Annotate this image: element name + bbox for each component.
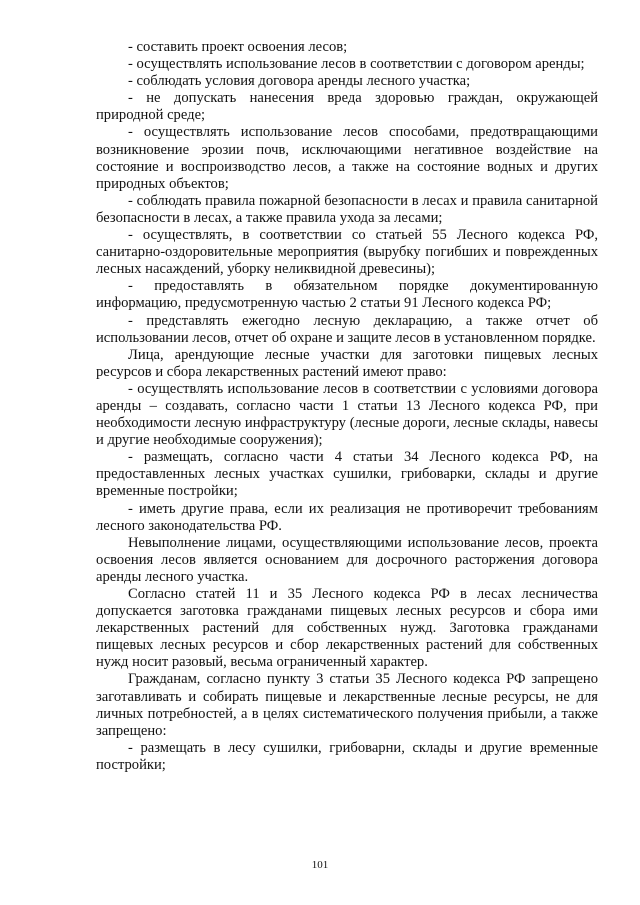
paragraph-8: - предоставлять в обязательном порядке документированную информацию, предусмотренную частью 2 статьи 91 Лесного кодекса РФ; <box>96 278 598 312</box>
paragraph-15: Согласно статей 11 и 35 Лесного кодекса РФ в лесах лесничества допускается заготовка гражданами пищевых лесных ресурсов и сбора ими лекарственных растений для собственных нужд. Заготовка гражданами пищевых лесных ресурсов и сбор лекарственных растений для собственных нужд носит разовый, весьма ограниченный характер. <box>96 586 598 671</box>
paragraph-5: - осуществлять использование лесов способами, предотвращающими возникновение эрозии почв, исключающими негативное воздействие на состояние и воспроизводство лесов, а также на состояние водных и других природных объектов; <box>96 124 598 192</box>
paragraph-13: - иметь другие права, если их реализация не противоречит требованиям лесного законодательства РФ. <box>96 500 598 534</box>
paragraph-17: - размещать в лесу сушилки, грибоварни, склады и другие временные постройки; <box>96 739 598 773</box>
paragraph-1: - составить проект освоения лесов; <box>128 39 348 55</box>
paragraph-9: - представлять ежегодно лесную декларацию, а также отчет об использовании лесов, отчет об охране и защите лесов в установленном порядке. <box>96 312 598 346</box>
paragraph-12: - размещать, согласно части 4 статьи 34 Лесного кодекса РФ, на предоставленных лесных участках сушилки, грибоварки, склады и другие временные постройки; <box>96 449 598 500</box>
paragraph-2: - осуществлять использование лесов в соответствии с договором аренды; <box>128 56 585 73</box>
paragraph-16: Гражданам, согласно пункту 3 статьи 35 Лесного кодекса РФ запрещено заготавливать и собирать пищевые и лекарственные лесные ресурсы, не для личных потребностей, а в целях систематического получения прибыли, а также запрещено: <box>96 671 598 739</box>
page-number: 101 <box>311 859 329 871</box>
paragraph-4: - не допускать нанесения вреда здоровью граждан, окружающей природной среде; <box>96 90 598 124</box>
paragraph-11: - осуществлять использование лесов в соответствии с условиями договора аренды – создавать, согласно части 1 статьи 13 Лесного кодекса РФ, при необходимости лесную инфраструктуру (лесные дороги, лесные склады, навесы и другие необходимые сооружения); <box>96 380 598 449</box>
paragraph-10: Лица, арендующие лесные участки для заготовки пищевых лесных ресурсов и сбора лекарственных растений имеют право: <box>96 346 598 380</box>
paragraph-7: - осуществлять, в соответствии со статьей 55 Лесного кодекса РФ, санитарно-оздоровительные мероприятия (вырубку погибших и поврежденных лесных насаждений, уборку неликвидной древесины); <box>96 227 598 278</box>
document-body <box>96 39 598 774</box>
paragraph-3: - соблюдать условия договора аренды лесного участка; <box>128 73 471 90</box>
paragraph-6: - соблюдать правила пожарной безопасности в лесах и правила санитарной безопасности в лесах, а также правила ухода за лесами; <box>96 192 598 226</box>
paragraph-14: Невыполнение лицами, осуществляющими использование лесов, проекта освоения лесов является основанием для досрочного расторжения договора аренды лесного участка. <box>96 534 598 585</box>
